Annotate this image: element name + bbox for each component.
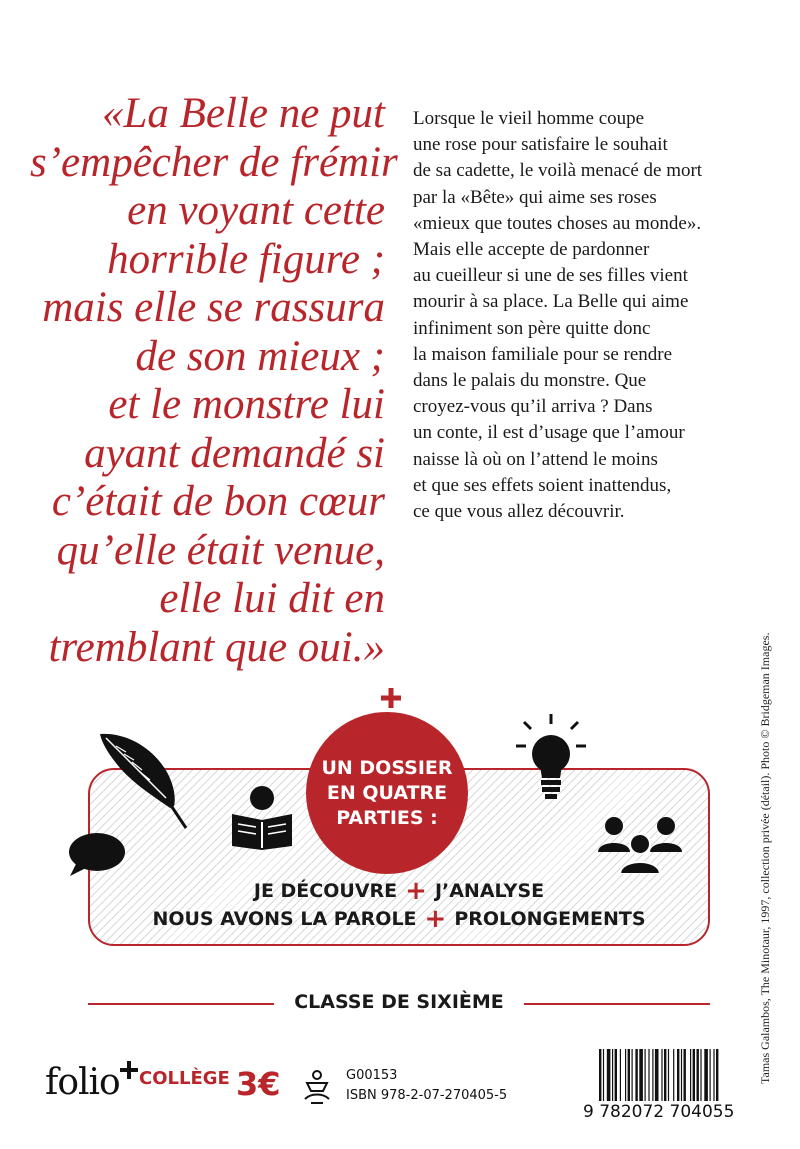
barcode-bar — [635, 1049, 637, 1101]
plus-separator: + — [405, 876, 427, 906]
summary-line: et que ses effets soient inattendus, — [413, 474, 672, 496]
badge-line: EN QUATRE — [326, 781, 448, 804]
barcode-bar — [612, 1049, 613, 1101]
barcode-bar — [713, 1049, 714, 1101]
barcode-bar — [625, 1049, 626, 1101]
parts-row — [88, 904, 710, 934]
barcode-bar — [645, 1049, 646, 1101]
plus-icon — [119, 1060, 139, 1080]
barcode-bar — [655, 1049, 659, 1101]
badge-line: UN DOSSIER — [321, 756, 453, 779]
barcode-bar — [700, 1049, 701, 1101]
barcode-bar — [668, 1049, 669, 1101]
parts-row — [88, 876, 710, 906]
summary-line: dans le palais du monstre. Que — [413, 370, 647, 392]
quote-line: elle lui dit en — [159, 575, 385, 622]
barcode-digits: 9 782072 704055 — [583, 1102, 735, 1122]
summary-line: une rose pour satisfaire le souhait — [413, 134, 668, 156]
price: 3€ — [236, 1065, 281, 1103]
light-bulb-icon — [514, 712, 588, 804]
part-label: JE DÉCOUVRE — [253, 880, 398, 902]
barcode-bar — [684, 1049, 686, 1101]
speech-bubble-icon — [66, 830, 128, 878]
plus-icon — [379, 686, 403, 710]
summary-line: au cueilleur si une de ses filles vient — [413, 265, 688, 287]
part-label: PROLONGEMENTS — [454, 908, 646, 930]
summary-line: Lorsque le vieil homme coupe — [413, 108, 645, 129]
quote-line: tremblant que oui.» — [48, 623, 385, 671]
badge-line: PARTIES : — [336, 806, 438, 829]
barcode-bar — [664, 1049, 666, 1101]
barcode-bar — [639, 1049, 643, 1101]
summary-line: par la «Bête» qui aime ses roses — [413, 186, 657, 208]
barcode-bar — [693, 1049, 695, 1101]
barcode-bar — [681, 1049, 682, 1101]
barcode-bar — [620, 1049, 621, 1101]
summary-line: la maison familiale pour se rendre — [413, 343, 673, 365]
barcode-bar — [673, 1049, 674, 1101]
barcode-bar — [615, 1049, 617, 1101]
barcode-bar — [652, 1049, 653, 1101]
reader-icon — [226, 784, 298, 850]
barcode-bar — [697, 1049, 699, 1101]
college-label: COLLÈGE — [139, 1068, 230, 1089]
summary-line: naisse là où on l’attend le moins — [413, 448, 658, 470]
barcode-bar — [607, 1049, 611, 1101]
plus-separator: + — [424, 904, 447, 934]
barcode-bar — [599, 1049, 601, 1101]
level-divider — [88, 987, 710, 1021]
barcode-bar — [603, 1049, 604, 1101]
image-credit: Tamas Galambos, The Minotaur, 1997, collection privée (détail). Photo © Bridgeman Images. — [758, 632, 772, 1084]
barcode-bar — [632, 1049, 633, 1101]
summary-line: ce que vous allez découvrir. — [413, 501, 625, 523]
summary-line: de sa cadette, le voilà menacé de mort — [413, 160, 703, 182]
quill-icon — [96, 728, 196, 832]
quote-line: s’empêcher de frémir — [30, 138, 398, 186]
isbn: ISBN 978-2-07-270405-5 — [346, 1088, 508, 1103]
publication-codes — [346, 1066, 507, 1106]
barcode-bar — [648, 1049, 649, 1101]
barcode-bar — [710, 1049, 711, 1101]
back-cover-quote — [30, 90, 398, 672]
summary-line: «mieux que toutes choses au monde». — [413, 212, 702, 234]
quote-line: en voyant cette — [127, 187, 385, 234]
book-summary — [413, 106, 783, 525]
barcode-bar — [677, 1049, 679, 1101]
product-code: G00153 — [346, 1068, 398, 1083]
summary-line: un conte, il est d’usage que l’amour — [413, 422, 685, 444]
quote-line: c’était de bon cœur — [51, 478, 385, 525]
summary-line: croyez-vous qu’il arriva ? Dans — [413, 396, 653, 418]
barcode-bar — [661, 1049, 662, 1101]
publisher-logo-icon — [303, 1069, 331, 1105]
barcode-bar — [628, 1049, 630, 1101]
quote-line: horrible figure ; — [107, 235, 385, 283]
summary-line: infiniment son père quitte donc — [413, 317, 651, 339]
quote-line: qu’elle était venue, — [56, 526, 385, 574]
part-label: NOUS AVONS LA PAROLE — [152, 908, 417, 930]
quote-line: de son mieux ; — [135, 332, 385, 380]
folio-logo: folio — [45, 1062, 120, 1103]
barcode-bar — [716, 1049, 718, 1101]
barcode — [597, 1049, 767, 1101]
quote-line: mais elle se rassura — [42, 284, 385, 331]
quote-line: et le monstre lui — [108, 381, 385, 428]
quote-line: «La Belle ne put — [101, 90, 385, 137]
barcode-bar — [690, 1049, 691, 1101]
group-icon — [594, 814, 686, 874]
level-label: CLASSE DE SIXIÈME — [294, 991, 504, 1013]
barcode-bar — [704, 1049, 708, 1101]
quote-line: ayant demandé si — [84, 429, 385, 477]
summary-line: Mais elle accepte de pardonner — [413, 239, 650, 261]
part-label: J’ANALYSE — [434, 880, 545, 902]
dossier-badge — [306, 712, 468, 874]
summary-line: mourir à sa place. La Belle qui aime — [413, 291, 689, 313]
